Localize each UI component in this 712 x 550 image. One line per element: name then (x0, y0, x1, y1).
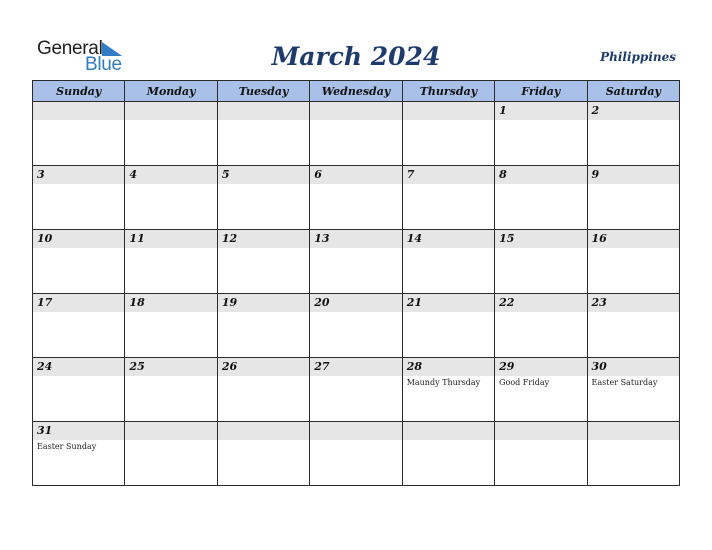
holiday-label (310, 440, 401, 442)
calendar-day-cell (125, 294, 217, 358)
calendar-day-cell (402, 358, 494, 422)
calendar-week-row (33, 422, 680, 486)
calendar-day-cell (125, 422, 217, 486)
weekday-header-thursday: Thursday (402, 81, 494, 102)
holiday-label (125, 376, 216, 378)
day-number: 14 (403, 230, 494, 248)
calendar-day-cell (495, 102, 587, 166)
day-number: 30 (588, 358, 679, 376)
day-number: 31 (33, 422, 124, 440)
calendar-day-cell (125, 166, 217, 230)
holiday-label (403, 120, 494, 122)
day-number: 25 (125, 358, 216, 376)
calendar-day-cell (495, 358, 587, 422)
day-number: 23 (588, 294, 679, 312)
holiday-label (310, 120, 401, 122)
calendar-day-cell (33, 166, 125, 230)
calendar-grid (32, 80, 680, 486)
calendar-day-cell (402, 230, 494, 294)
holiday-label (218, 376, 309, 378)
day-number: 26 (218, 358, 309, 376)
day-number: 20 (310, 294, 401, 312)
calendar-day-cell (310, 166, 402, 230)
calendar-week-row (33, 166, 680, 230)
holiday-label (588, 440, 679, 442)
day-number: 22 (495, 294, 586, 312)
weekday-header-tuesday: Tuesday (217, 81, 309, 102)
day-number: 17 (33, 294, 124, 312)
day-number (218, 422, 309, 440)
calendar-day-cell (402, 422, 494, 486)
day-number: 29 (495, 358, 586, 376)
holiday-label (310, 376, 401, 378)
day-number: 6 (310, 166, 401, 184)
day-number: 19 (218, 294, 309, 312)
holiday-label (125, 184, 216, 186)
day-number: 5 (218, 166, 309, 184)
holiday-label (588, 312, 679, 314)
holiday-label (403, 248, 494, 250)
day-number: 10 (33, 230, 124, 248)
weekday-header-sunday: Sunday (33, 81, 125, 102)
calendar-week-row (33, 358, 680, 422)
holiday-label: Maundy Thursday (406, 378, 481, 387)
holiday-label (125, 248, 216, 250)
day-number: 24 (33, 358, 124, 376)
holiday-label: Good Friday (499, 378, 550, 387)
calendar-day-cell (310, 230, 402, 294)
day-number: 3 (33, 166, 124, 184)
calendar-day-cell (217, 166, 309, 230)
calendar-day-cell (495, 230, 587, 294)
calendar-day-cell (587, 422, 679, 486)
holiday-label (218, 120, 309, 122)
holiday-label (218, 440, 309, 442)
calendar-week-row (33, 230, 680, 294)
holiday-label (33, 376, 124, 378)
holiday-label (403, 184, 494, 186)
holiday-label (403, 312, 494, 314)
day-number (310, 102, 401, 120)
holiday-label: Easter Sunday (37, 442, 97, 451)
calendar-day-cell (125, 230, 217, 294)
day-number (495, 422, 586, 440)
calendar-day-cell (495, 166, 587, 230)
holiday-label (495, 248, 586, 250)
holiday-label (33, 120, 124, 122)
weekday-header-saturday: Saturday (587, 81, 679, 102)
holiday-label (218, 248, 309, 250)
calendar-day-cell (495, 422, 587, 486)
day-number: 7 (403, 166, 494, 184)
holiday-label (310, 184, 401, 186)
holiday-label (588, 184, 679, 186)
day-number: 16 (588, 230, 679, 248)
day-number (218, 102, 309, 120)
day-number: 13 (310, 230, 401, 248)
calendar-day-cell (587, 102, 679, 166)
holiday-label (403, 440, 494, 442)
weekday-header-wednesday: Wednesday (310, 81, 402, 102)
calendar-day-cell (402, 166, 494, 230)
holiday-label (495, 440, 586, 442)
calendar-day-cell (125, 102, 217, 166)
calendar-day-cell (217, 102, 309, 166)
calendar-day-cell (402, 294, 494, 358)
calendar-week-row (33, 102, 680, 166)
calendar-day-cell (495, 294, 587, 358)
holiday-label (495, 184, 586, 186)
logo-word-general: General (37, 38, 103, 59)
weekday-header-monday: Monday (125, 81, 217, 102)
calendar-day-cell (217, 422, 309, 486)
day-number: 1 (495, 102, 586, 120)
calendar-day-cell (310, 422, 402, 486)
calendar-day-cell (33, 422, 125, 486)
day-number (310, 422, 401, 440)
day-number: 11 (125, 230, 216, 248)
day-number: 4 (125, 166, 216, 184)
day-number: 9 (588, 166, 679, 184)
holiday-label (310, 312, 401, 314)
holiday-label (218, 184, 309, 186)
country-label: Philippines (600, 50, 676, 64)
weekday-header-row (33, 81, 680, 102)
day-number: 27 (310, 358, 401, 376)
holiday-label (588, 120, 679, 122)
holiday-label (495, 120, 586, 122)
day-number (125, 422, 216, 440)
calendar-day-cell (33, 230, 125, 294)
calendar-day-cell (402, 102, 494, 166)
holiday-label (218, 312, 309, 314)
holiday-label (125, 312, 216, 314)
calendar-day-cell (217, 358, 309, 422)
day-number (403, 422, 494, 440)
calendar-day-cell (587, 358, 679, 422)
holiday-label (310, 248, 401, 250)
holiday-label (33, 184, 124, 186)
holiday-label: Easter Saturday (591, 378, 658, 387)
calendar-week-row (33, 294, 680, 358)
day-number: 12 (218, 230, 309, 248)
day-number (403, 102, 494, 120)
calendar-day-cell (33, 358, 125, 422)
calendar-day-cell (310, 358, 402, 422)
day-number: 28 (403, 358, 494, 376)
calendar-day-cell (33, 294, 125, 358)
day-number: 18 (125, 294, 216, 312)
holiday-label (33, 248, 124, 250)
calendar-day-cell (310, 102, 402, 166)
calendar-day-cell (33, 102, 125, 166)
holiday-label (33, 312, 124, 314)
calendar-day-cell (310, 294, 402, 358)
day-number (588, 422, 679, 440)
day-number: 8 (495, 166, 586, 184)
calendar-day-cell (217, 294, 309, 358)
calendar-day-cell (217, 230, 309, 294)
weekday-header-friday: Friday (495, 81, 587, 102)
calendar-body (33, 102, 680, 486)
day-number: 15 (495, 230, 586, 248)
holiday-label (495, 312, 586, 314)
calendar-day-cell (587, 230, 679, 294)
holiday-label (588, 248, 679, 250)
calendar-title: March 2024 (271, 42, 441, 71)
day-number (125, 102, 216, 120)
day-number (33, 102, 124, 120)
holiday-label (125, 440, 216, 442)
day-number: 2 (588, 102, 679, 120)
holiday-label (125, 120, 216, 122)
logo-word-blue: Blue (85, 54, 122, 75)
day-number: 21 (403, 294, 494, 312)
calendar-day-cell (587, 294, 679, 358)
calendar-day-cell (125, 358, 217, 422)
calendar-day-cell (587, 166, 679, 230)
